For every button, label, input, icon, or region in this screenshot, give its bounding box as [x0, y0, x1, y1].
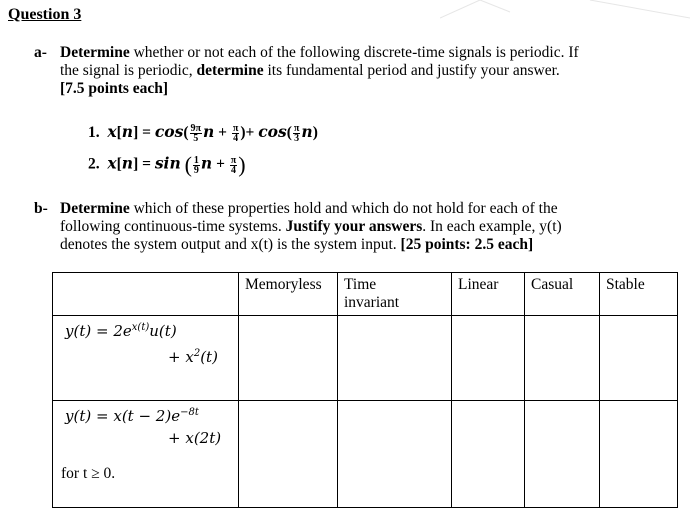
system-1-equation: $y(t) = 2e^{x(t)}u(t)$ + $x^2(t)$: [65, 322, 218, 366]
system-1-linear-answer[interactable]: [452, 316, 525, 401]
table-row: [53, 316, 678, 401]
table-row: [53, 401, 678, 508]
system-2-equation: $y(t) = x(t - 2)e^{-8t}$ + x(2t) for t ≥ 0.: [61, 407, 222, 482]
system-2-condition: for t ≥ 0.: [61, 465, 116, 482]
header-memoryless: Memoryless: [239, 273, 338, 316]
header-empty-cell: [53, 273, 239, 316]
header-linear: Linear: [452, 273, 525, 316]
system-2-time-invariant-answer[interactable]: [338, 401, 452, 508]
part-b-line-1: Determine which of these properties hold and which do not hold for each of the: [60, 200, 558, 217]
decorative-lines: [440, 0, 690, 20]
header-time-invariant: Time invariant: [338, 273, 452, 316]
system-1-cell: [53, 316, 239, 401]
equation-1: 1. x[n] = cos( $\frac{9\pi}{5}$ n + $\frac{\pi}{4}$ )+ cos( $\frac{\pi}{3}$ n): [88, 122, 318, 144]
system-1-time-invariant-answer[interactable]: [338, 316, 452, 401]
part-b-label: b-: [34, 200, 48, 217]
table-header-row: [53, 273, 678, 316]
properties-table: [52, 272, 678, 508]
system-2-cell: [53, 401, 239, 508]
part-a-label: a-: [34, 44, 47, 61]
part-b-line-2: following continuous-time systems. Justify your answers. In each example, y(t): [60, 218, 562, 235]
header-stable: Stable: [600, 273, 678, 316]
part-a-line-2: the signal is periodic, determine its fundamental period and justify your answer.: [60, 62, 560, 79]
question-title: Question 3: [8, 6, 82, 23]
part-b-line-3: denotes the system output and x(t) is the system input. [25 points: 2.5 each]: [60, 236, 534, 253]
part-a-line-1: Determine whether or not each of the following discrete-time signals is periodic. If: [60, 44, 579, 61]
part-a-text: [60, 44, 680, 98]
part-a-points: [7.5 points each]: [60, 80, 169, 97]
system-2-casual-answer[interactable]: [525, 401, 600, 508]
system-2-stable-answer[interactable]: [600, 401, 678, 508]
header-casual: Casual: [525, 273, 600, 316]
system-2-linear-answer[interactable]: [452, 401, 525, 508]
system-1-casual-answer[interactable]: [525, 316, 600, 401]
system-1-stable-answer[interactable]: [600, 316, 678, 401]
equation-2: 2. x[n] = sin ( $\frac{1}{9}$ n + $\frac{\pi}{4}$ ): [88, 152, 246, 177]
part-b-text: [60, 200, 680, 254]
system-1-memoryless-answer[interactable]: [239, 316, 338, 401]
system-2-memoryless-answer[interactable]: [239, 401, 338, 508]
